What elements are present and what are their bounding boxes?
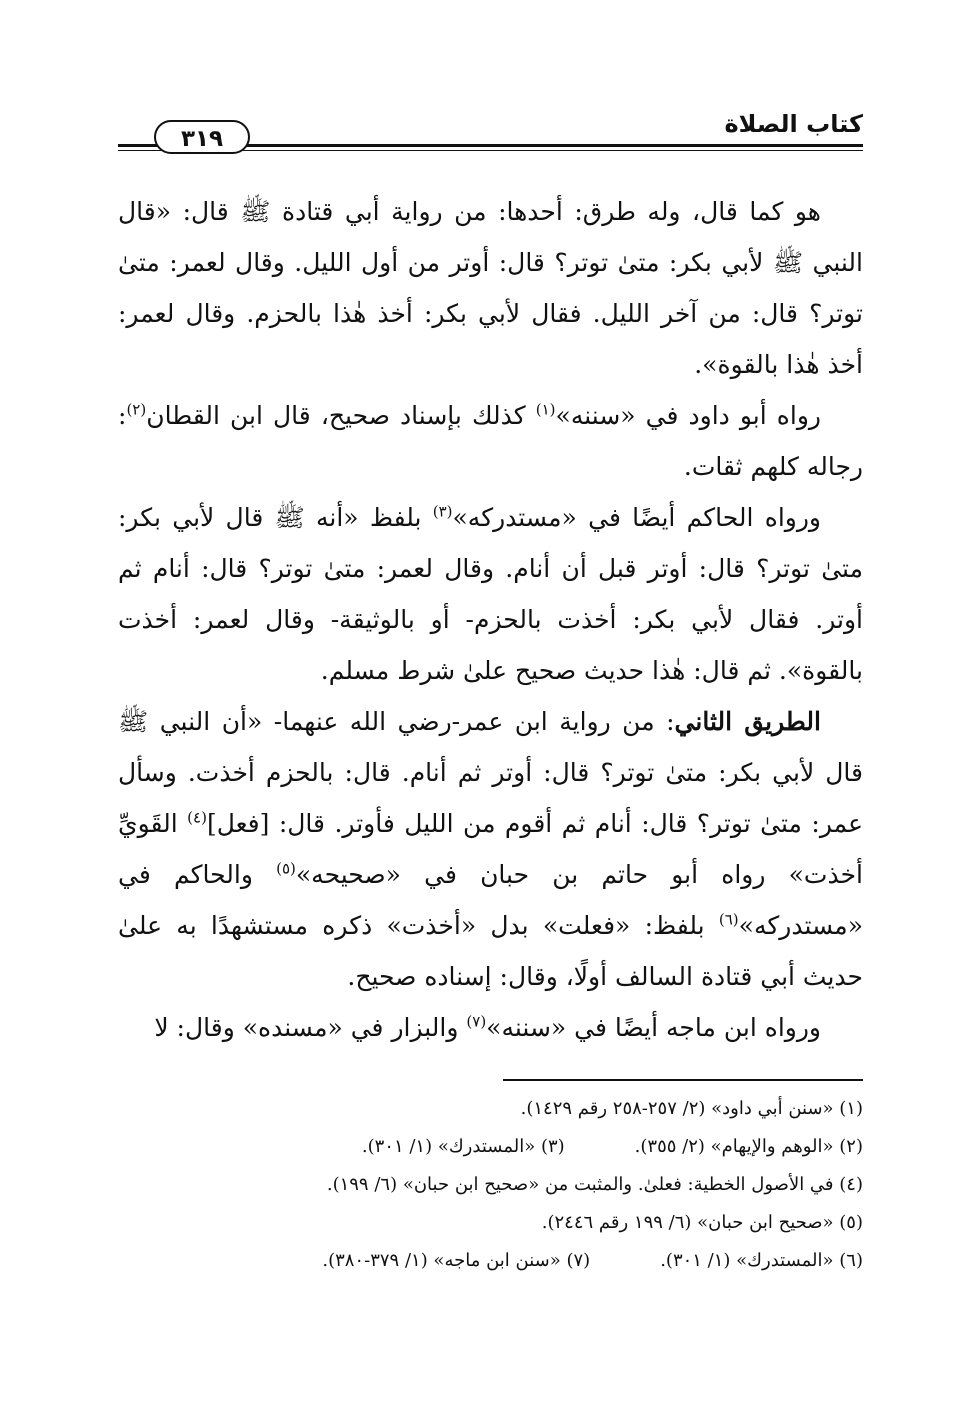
paragraph-5-text-b: والبزار في «مسنده» وقال: لا [154, 1013, 467, 1042]
paragraph-5 [118, 1002, 863, 1053]
footnote-ref-7: (٧) [466, 1012, 487, 1031]
paragraph-4-text-d: بلفظ: «فعلت» بدل «أخذت» ذكره مستشهدًا به علىٰ حديث أبي قتادة السالف أولًا، وقال: إسناده صحيح. [118, 911, 863, 991]
footnote-2: (٢) «الوهم والإيهام» (٢/ ٣٥٥). [634, 1136, 863, 1157]
paragraph-2-text-c: : رجاله كلهم ثقات. [118, 401, 863, 481]
paragraph-4-text-b: القَويِّ أخذت» رواه أبو حاتم بن حبان في «صحيحه» [118, 809, 863, 889]
footnote-1: (١) «سنن أبي داود» (٢/ ٢٥٧-٢٥٨ رقم ١٤٢٩). [520, 1098, 863, 1119]
footnote-ref-5: (٥) [276, 859, 296, 878]
main-text [118, 186, 863, 1042]
footnote-3: (٣) «المستدرك» (١/ ٣٠١). [361, 1136, 565, 1157]
paragraph-1 [118, 186, 863, 390]
paragraph-4-text-c: والحاكم في «مستدركه» [118, 860, 863, 940]
paragraph-5-text-a: ورواه ابن ماجه أيضًا في «سننه» [486, 1013, 821, 1042]
footnote-6: (٦) «المستدرك» (١/ ٣٠١). [660, 1250, 863, 1271]
footnote-separator [503, 1079, 863, 1081]
paragraph-2 [118, 390, 863, 492]
paragraph-2-text-a: رواه أبو داود في «سننه» [555, 401, 821, 430]
footnote-ref-2: (٢) [126, 400, 147, 419]
paragraph-3-text-a: ورواه الحاكم أيضًا في «مستدركه» [452, 503, 821, 532]
footnote-ref-4: (٤) [187, 808, 207, 827]
paragraph-4-text-a: : من رواية ابن عمر-رضي الله عنهما- «أن النبي ﷺ قال لأبي بكر: متىٰ توتر؟ قال: أوتر ثم أنام. قال: بالحزم أخذت. وسأل عمر: متىٰ توتر؟ قال: أنام ثم أقوم من الليل فأوتر. قال: [فعل] [118, 707, 863, 838]
footnote-row-2-3 [118, 1128, 863, 1166]
footnote-ref-3: (٣) [432, 502, 453, 521]
paragraph-3-text-b: بلفظ «أنه ﷺ قال لأبي بكر: متىٰ توتر؟ قال: أوتر قبل أن أنام. وقال لعمر: متىٰ توتر؟ قال: أنام ثم أوتر. فقال لأبي بكر: أخذت بالحزم- أو بالوثيقة- وقال لعمر: أخذت بالقوة». ثم قال: هٰذا حديث صحيح علىٰ شرط مسلم. [118, 503, 863, 685]
footnote-ref-6: (٦) [718, 910, 739, 929]
paragraph-4 [118, 696, 863, 1002]
paragraph-1-text: هو كما قال، وله طرق: أحدها: من رواية أبي قتادة ﷺ قال: «قال النبي ﷺ لأبي بكر: متىٰ توتر؟ قال: أوتر من أول الليل. وقال لعمر: متىٰ توتر؟ قال: من آخر الليل. فقال لأبي بكر: أخذ هٰذا بالحزم. وقال لعمر: أخذ هٰذا بالقوة». [118, 197, 863, 379]
section-lead: الطريق الثاني [674, 707, 821, 736]
footnote-5: (٥) «صحيح ابن حبان» (٦/ ١٩٩ رقم ٢٤٤٦). [541, 1212, 863, 1233]
footnote-7: (٧) «سنن ابن ماجه» (١/ ٣٧٩-٣٨٠). [322, 1250, 591, 1271]
paragraph-3 [118, 492, 863, 696]
page-header [118, 108, 863, 158]
footnotes [118, 1090, 863, 1280]
paragraph-2-text-b: كذلك بإسناد صحيح، قال ابن القطان [146, 401, 536, 430]
footnote-row-6-7 [118, 1242, 863, 1280]
footnote-4: (٤) في الأصول الخطية: فعلىٰ. والمثبت من «صحيح ابن حبان» (٦/ ١٩٩). [326, 1174, 863, 1195]
footnote-ref-1: (١) [535, 400, 556, 419]
running-title: كتاب الصلاة [724, 110, 863, 138]
page-number: ٣١٩ [154, 120, 250, 154]
